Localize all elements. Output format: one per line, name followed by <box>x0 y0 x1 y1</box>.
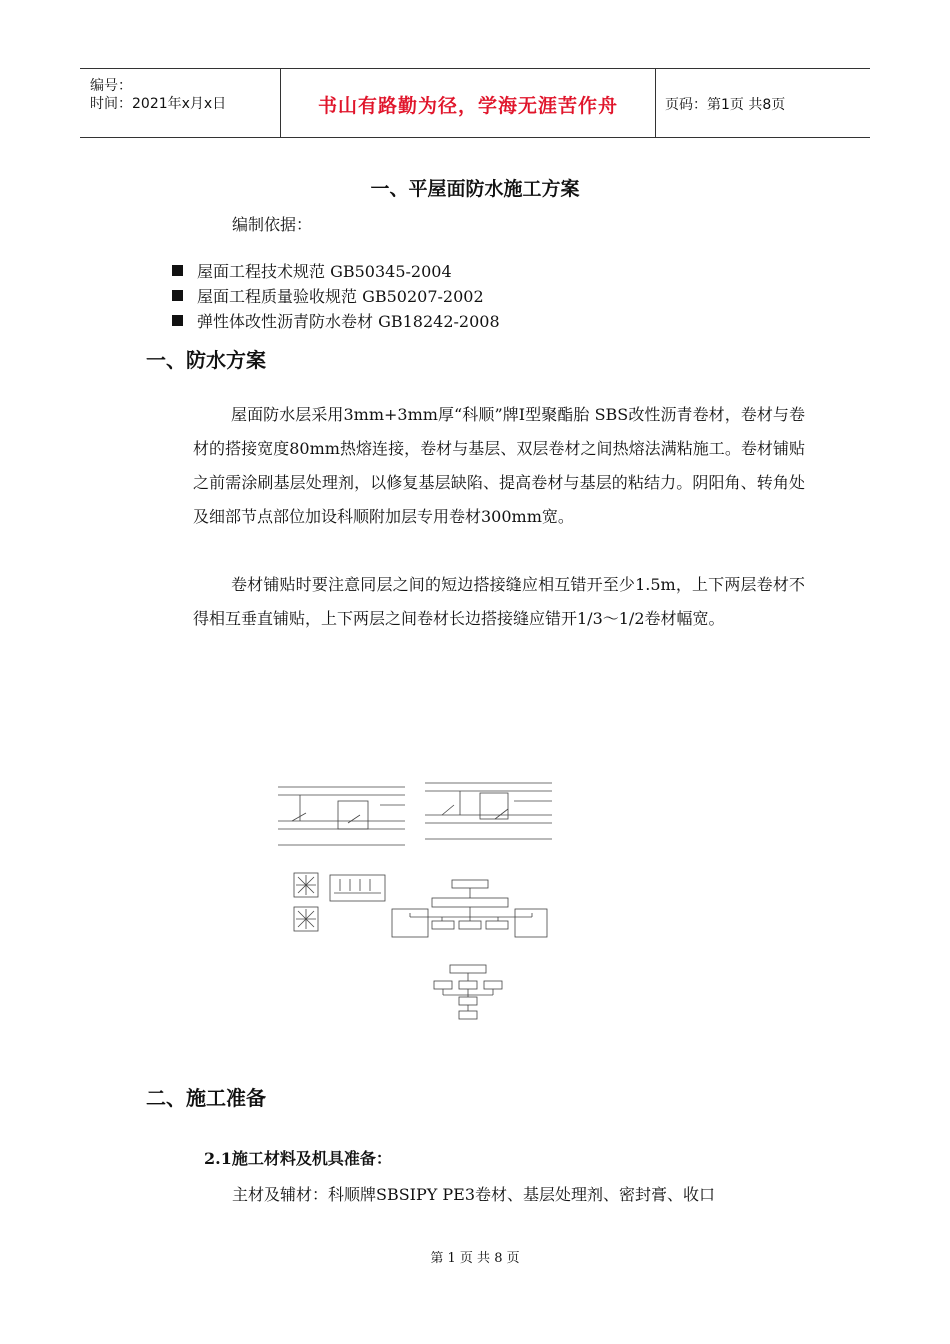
subsection-heading: 2.1施工材料及机具准备： <box>204 1149 392 1168</box>
basis-item <box>172 309 500 332</box>
basis-item <box>172 284 484 307</box>
header-right-cell <box>655 69 870 137</box>
basis-item-text: 屋面工程质量验收规范 GB50207-2002 <box>197 287 484 306</box>
section-heading: 二、施工准备 <box>146 1086 266 1110</box>
basis-item-text: 弹性体改性沥青防水卷材 GB18242-2008 <box>197 312 500 331</box>
basis-label: 编制依据： <box>232 215 313 234</box>
page-footer: 第 1 页 共 8 页 <box>430 1251 520 1266</box>
basis-item-text: 屋面工程技术规范 GB50345-2004 <box>197 262 452 281</box>
bullet-square-icon <box>172 290 183 301</box>
paragraph: 屋面防水层采用3mm+3mm厚“科顺”牌Ⅰ型聚酯胎 SBS改性沥青卷材，卷材与卷材的搭接宽度80mm热熔连接，卷材与基层、双层卷材之间热熔法满粘施工。卷材铺贴之前需涂刷基层处理剂，以修复基层缺陷、提高卷材与基层的粘结力。阴阳角、转角处及细部节点部位加设科顺附加层专用卷材300mm宽。 <box>193 405 805 526</box>
section-heading: 一、防水方案 <box>146 348 266 372</box>
bullet-square-icon <box>172 265 183 276</box>
bullet-square-icon <box>172 315 183 326</box>
header-left-cell <box>80 69 280 137</box>
code-label: 编号： <box>90 78 132 94</box>
header-motto-cell <box>280 69 656 137</box>
page-info: 页码：第1页 共8页 <box>665 97 786 113</box>
document-title: 一、平屋面防水施工方案 <box>370 178 580 200</box>
page-header <box>80 68 870 138</box>
motto-text: 书山有路勤为径，学海无涯苦作舟 <box>317 95 618 117</box>
basis-item <box>172 259 452 282</box>
time-label: 时间：2021年x月x日 <box>90 96 227 112</box>
construction-detail-figure <box>270 775 560 1030</box>
paragraph: 主材及辅材：科顺牌SBSⅠPY PE3卷材、基层处理剂、密封膏、收口 <box>232 1185 716 1204</box>
paragraph: 卷材铺贴时要注意同层之间的短边搭接缝应相互错开至少1.5m，上下两层卷材不得相互垂直铺贴，上下两层之间卷材长边搭接缝应错开1/3～1/2卷材幅宽。 <box>193 575 805 628</box>
